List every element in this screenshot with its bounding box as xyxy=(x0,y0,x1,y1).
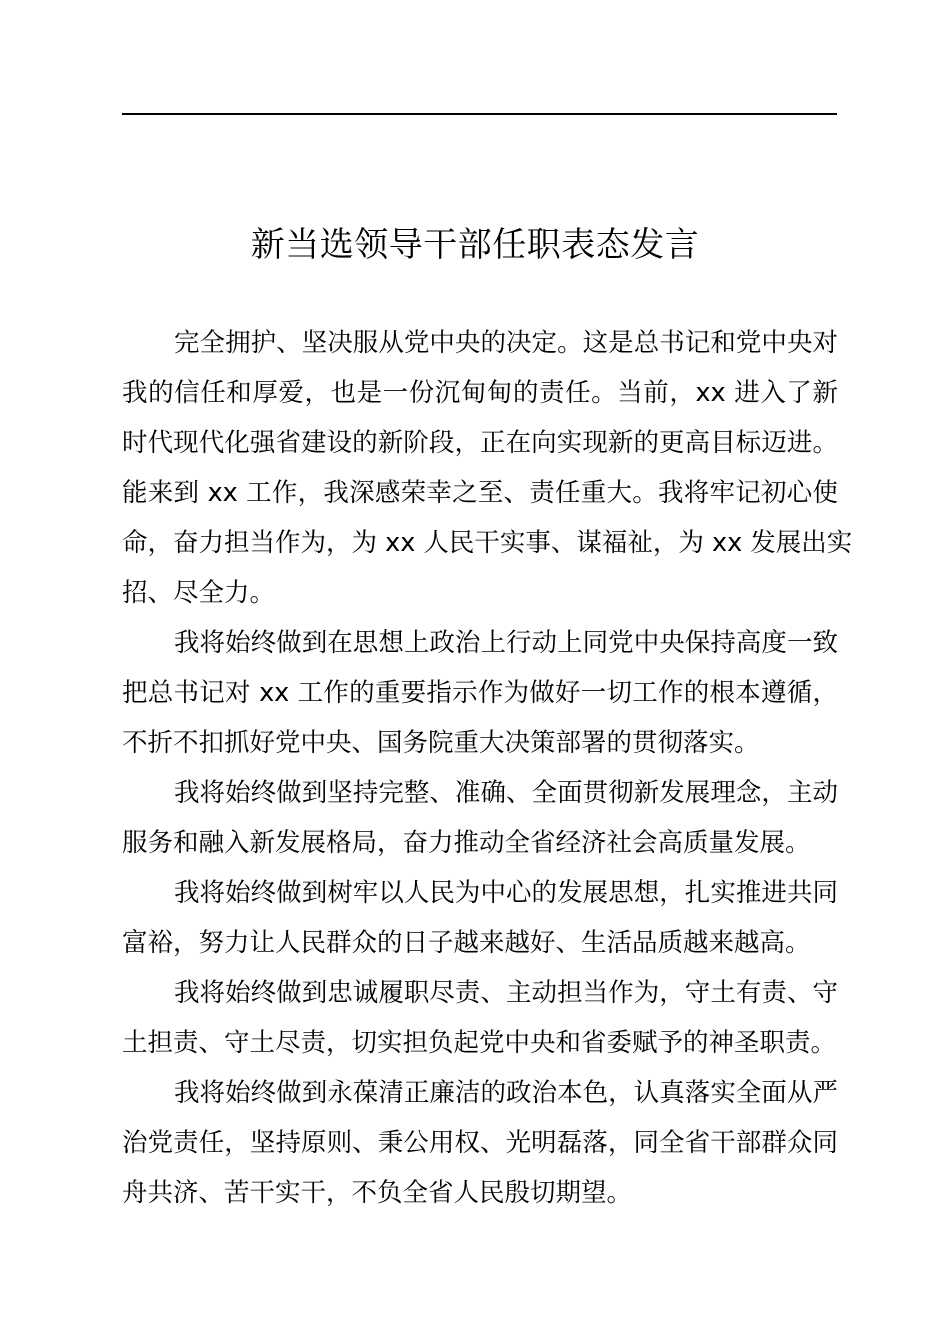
text-line: 富裕，努力让人民群众的日子越来越好、生活品质越来越高。 xyxy=(122,928,811,958)
paragraph xyxy=(122,1068,838,1218)
text-line: 我将始终做到忠诚履职尽责、主动担当作为，守土有责、守 xyxy=(174,978,838,1008)
paragraph xyxy=(122,618,838,768)
page-title: 新当选领导干部任职表态发言 xyxy=(250,225,700,265)
text-line: 招、尽全力。 xyxy=(122,578,276,608)
text-line: 我将始终做到在思想上政治上行动上同党中央保持高度一致 xyxy=(174,628,838,658)
text-line: 时代现代化强省建设的新阶段，正在向实现新的更高目标迈进。 xyxy=(122,428,838,458)
text-line: 完全拥护、坚决服从党中央的决定。这是总书记和党中央对 xyxy=(174,328,838,358)
text-line: 土担责、守土尽责，切实担负起党中央和省委赋予的神圣职责。 xyxy=(122,1028,837,1058)
document-body xyxy=(122,318,853,1218)
paragraph xyxy=(122,968,838,1068)
paragraph xyxy=(122,768,838,868)
text-line: 服务和融入新发展格局，奋力推动全省经济社会高质量发展。 xyxy=(122,828,811,858)
text-line: 我的信任和厚爱，也是一份沉甸甸的责任。当前，xx 进入了新 xyxy=(122,378,838,408)
text-line: 舟共济、苦干实干，不负全省人民殷切期望。 xyxy=(122,1178,633,1208)
text-line: 我将始终做到永葆清正廉洁的政治本色，认真落实全面从严 xyxy=(174,1078,838,1108)
text-line: 把总书记对 xx 工作的重要指示作为做好一切工作的根本遵循， xyxy=(122,678,838,708)
paragraph xyxy=(122,318,853,618)
text-line: 治党责任，坚持原则、秉公用权、光明磊落，同全省干部群众同 xyxy=(122,1128,838,1158)
text-line: 命，奋力担当作为，为 xx 人民干实事、谋福祉，为 xx 发展出实 xyxy=(122,528,853,558)
header-rule xyxy=(122,113,837,115)
text-line: 能来到 xx 工作，我深感荣幸之至、责任重大。我将牢记初心使 xyxy=(122,478,838,508)
text-line: 不折不扣抓好党中央、国务院重大决策部署的贯彻落实。 xyxy=(122,728,760,758)
text-line: 我将始终做到坚持完整、准确、全面贯彻新发展理念，主动 xyxy=(174,778,838,808)
paragraph xyxy=(122,868,838,968)
text-line: 我将始终做到树牢以人民为中心的发展思想，扎实推进共同 xyxy=(174,878,838,908)
